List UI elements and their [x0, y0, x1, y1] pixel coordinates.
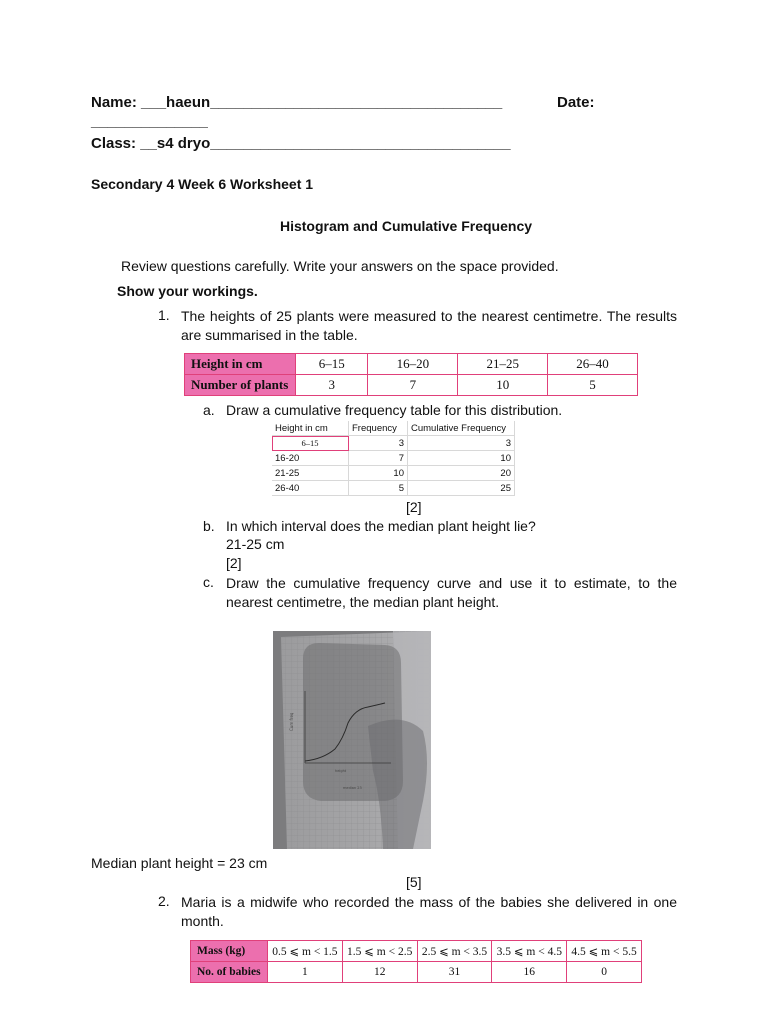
date-label: Date: [557, 94, 595, 111]
table-cell: 3 [296, 375, 368, 396]
name-line: Name: ___haeun___________________________________ [91, 94, 503, 111]
q1c-answer: Median plant height = 23 cm [91, 855, 268, 871]
q1c-marks: [5] [406, 874, 422, 890]
cf-cell: 5 [349, 481, 408, 496]
table-cell: 7 [368, 375, 458, 396]
cf-cell: 26-40 [272, 481, 349, 496]
table-header-cell: Number of plants [185, 375, 296, 396]
q1b-label: b. [203, 518, 215, 534]
svg-text:Cum freq: Cum freq [289, 712, 294, 731]
worksheet-title: Secondary 4 Week 6 Worksheet 1 [91, 176, 314, 192]
cf-cell: 7 [349, 451, 408, 466]
cf-cell: 10 [349, 466, 408, 481]
table-cell: 2.5 ⩽ m < 3.5 [417, 941, 492, 962]
table-header-cell: Height in cm [185, 354, 296, 375]
table-header-cell: No. of babies [191, 962, 268, 983]
table-cell: 21–25 [458, 354, 548, 375]
q2-text: Maria is a midwife who recorded the mass of the babies she delivered in one month. [181, 894, 677, 929]
cumulative-frequency-photo [273, 631, 431, 849]
q1-height-table [184, 353, 638, 396]
table-cell: 31 [417, 962, 492, 983]
cf-cell: 20 [408, 466, 515, 481]
cf-cell: 21-25 [272, 466, 349, 481]
q1a-text: Draw a cumulative frequency table for this distribution. [226, 402, 563, 418]
table-cell: 1 [268, 962, 343, 983]
cf-cell: 3 [408, 436, 515, 451]
cf-cell: 10 [408, 451, 515, 466]
q1c-text: Draw the cumulative frequency curve and use it to estimate, to the nearest centimetre, the median plant height. [226, 575, 677, 610]
table-cell: 16–20 [368, 354, 458, 375]
q1a-marks: [2] [406, 499, 422, 515]
table-cell: 16 [492, 962, 567, 983]
topic-title: Histogram and Cumulative Frequency [279, 218, 533, 234]
table-header-cell: Mass (kg) [191, 941, 268, 962]
table-cell: 0.5 ⩽ m < 1.5 [268, 941, 343, 962]
svg-text:median 23: median 23 [343, 786, 362, 790]
cf-cell: 6–15 [272, 436, 349, 451]
table-cell: 12 [342, 962, 417, 983]
table-cell: 10 [458, 375, 548, 396]
q2-number: 2. [158, 893, 170, 909]
table-cell: 4.5 ⩽ m < 5.5 [567, 941, 642, 962]
cf-header-cell: Cumulative Frequency [408, 421, 515, 436]
q1c-label: c. [203, 574, 214, 590]
table-cell: 6–15 [296, 354, 368, 375]
q1-text: The heights of 25 plants were measured to the nearest centimetre. The results are summarised in the table. [181, 308, 677, 343]
table-cell: 5 [548, 375, 638, 396]
cf-header-cell: Frequency [349, 421, 408, 436]
cf-cell: 16-20 [272, 451, 349, 466]
q1a-label: a. [203, 402, 215, 418]
q1b-marks: [2] [226, 555, 242, 571]
class-line: Class: __s4 dryo____________________________________ [91, 135, 511, 152]
cf-table [272, 421, 515, 496]
q1-number: 1. [158, 307, 170, 323]
table-cell: 1.5 ⩽ m < 2.5 [342, 941, 417, 962]
date-blank: ______________ [91, 113, 208, 130]
svg-text:height: height [335, 769, 347, 773]
instruction-text: Review questions carefully. Write your answers on the space provided. [121, 258, 559, 274]
cf-cell: 3 [349, 436, 408, 451]
q1b-text: In which interval does the median plant height lie? [226, 518, 536, 534]
show-workings-text: Show your workings. [117, 283, 258, 299]
table-cell: 26–40 [548, 354, 638, 375]
graph-paper-photo-illustration [273, 631, 431, 849]
cf-header-cell: Height in cm [272, 421, 349, 436]
q2-mass-table [190, 940, 642, 983]
table-cell: 3.5 ⩽ m < 4.5 [492, 941, 567, 962]
cf-cell: 25 [408, 481, 515, 496]
table-cell: 0 [567, 962, 642, 983]
q1b-answer: 21-25 cm [226, 536, 285, 552]
